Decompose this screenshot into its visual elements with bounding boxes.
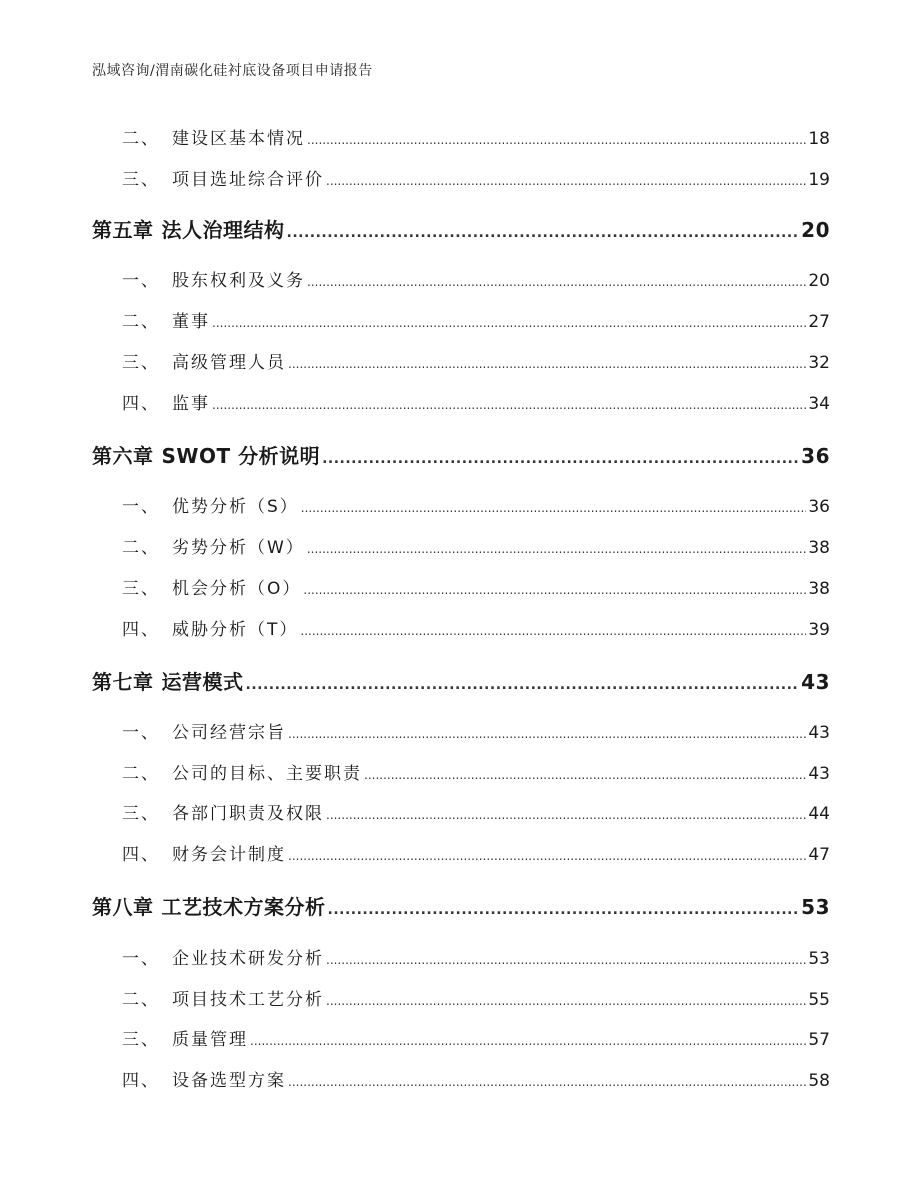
toc-entry-number: 三、 <box>122 804 160 824</box>
toc-entry-title: 优势分析（S） <box>172 497 299 517</box>
toc-section-entry[interactable] <box>92 718 830 743</box>
toc-section-entry[interactable] <box>92 348 830 373</box>
toc-entry-number: 三、 <box>122 170 160 190</box>
toc-entry-title: 项目选址综合评价 <box>172 170 324 190</box>
toc-leader-dots <box>288 849 806 863</box>
toc-entry-title: 各部门职责及权限 <box>172 804 324 824</box>
toc-entry-number: 二、 <box>122 538 160 558</box>
toc-chapter-entry[interactable] <box>92 666 830 695</box>
toc-page-number: 43 <box>801 670 830 694</box>
toc-page-number: 20 <box>801 218 830 242</box>
toc-entry-title: SWOT 分析说明 <box>161 444 321 468</box>
toc-page-number: 36 <box>808 497 830 517</box>
toc-leader-dots <box>303 583 806 597</box>
toc-entry-number: 二、 <box>122 764 160 784</box>
toc-entry-title: 董事 <box>172 312 210 332</box>
toc-leader-dots <box>288 357 806 371</box>
toc-entry-title: 项目技术工艺分析 <box>172 990 324 1010</box>
toc-entry-title: 设备选型方案 <box>172 1071 286 1091</box>
toc-page-number: 20 <box>808 271 830 291</box>
toc-page-number: 39 <box>808 620 830 640</box>
toc-section-entry[interactable] <box>92 944 830 969</box>
toc-entry-title: 机会分析（O） <box>172 579 302 599</box>
toc-entry-title: 监事 <box>172 394 210 414</box>
toc-page-number: 32 <box>808 353 830 373</box>
toc-entry-title: 建设区基本情况 <box>172 129 305 149</box>
toc-leader-dots <box>301 501 807 515</box>
toc-section-entry[interactable] <box>92 799 830 824</box>
toc-page-number: 19 <box>808 170 830 190</box>
toc-leader-dots <box>326 174 806 188</box>
toc-page-number: 55 <box>808 990 830 1010</box>
toc-page-number: 18 <box>808 129 830 149</box>
toc-page-number: 27 <box>808 312 830 332</box>
toc-leader-dots <box>328 902 800 918</box>
toc-entry-title: 威胁分析（T） <box>172 620 299 640</box>
toc-section-entry[interactable] <box>92 266 830 291</box>
toc-section-entry[interactable] <box>92 759 830 784</box>
toc-entry-number: 一、 <box>122 949 160 969</box>
toc-entry-number: 三、 <box>122 579 160 599</box>
toc-section-entry[interactable] <box>92 389 830 414</box>
toc-section-entry[interactable] <box>92 985 830 1010</box>
toc-entry-number: 四、 <box>122 620 160 640</box>
toc-page-number: 36 <box>801 444 830 468</box>
toc-entry-number: 一、 <box>122 271 160 291</box>
toc-page-number: 58 <box>808 1071 830 1091</box>
toc-leader-dots <box>326 808 806 822</box>
toc-entry-number: 四、 <box>122 845 160 865</box>
toc-page-number: 38 <box>808 538 830 558</box>
toc-entry-title: 质量管理 <box>172 1030 248 1050</box>
toc-entry-number: 二、 <box>122 990 160 1010</box>
toc-entry-number: 二、 <box>122 129 160 149</box>
toc-leader-dots <box>288 1075 806 1089</box>
toc-section-entry[interactable] <box>92 1066 830 1091</box>
toc-section-entry[interactable] <box>92 165 830 190</box>
toc-leader-dots <box>326 953 806 967</box>
toc-section-entry[interactable] <box>92 615 830 640</box>
toc-entry-number: 四、 <box>122 394 160 414</box>
toc-entry-title: 财务会计制度 <box>172 845 286 865</box>
toc-page-number: 47 <box>808 845 830 865</box>
toc-entry-title: 工艺技术方案分析 <box>161 895 326 919</box>
toc-page-number: 43 <box>808 723 830 743</box>
toc-leader-dots <box>307 542 807 556</box>
toc-page-number: 44 <box>808 804 830 824</box>
toc-entry-title: 高级管理人员 <box>172 353 286 373</box>
running-header: 泓域咨询/渭南碳化硅衬底设备项目申请报告 <box>92 63 373 79</box>
toc-entry-number: 四、 <box>122 1071 160 1091</box>
toc-entry-title: 公司的目标、主要职责 <box>172 764 362 784</box>
toc-chapter-entry[interactable] <box>92 891 830 920</box>
toc-section-entry[interactable] <box>92 533 830 558</box>
toc-entry-title: 股东权利及义务 <box>172 271 305 291</box>
toc-leader-dots <box>326 994 806 1008</box>
toc-leader-dots <box>250 1034 806 1048</box>
toc-entry-number: 第五章 <box>92 218 154 242</box>
toc-entry-number: 第六章 <box>92 444 154 468</box>
toc-entry-title: 公司经营宗旨 <box>172 723 286 743</box>
toc-section-entry[interactable] <box>92 574 830 599</box>
toc-entry-number: 三、 <box>122 353 160 373</box>
toc-chapter-entry[interactable] <box>92 214 830 243</box>
toc-section-entry[interactable] <box>92 124 830 149</box>
toc-leader-dots <box>322 451 799 467</box>
toc-page-number: 53 <box>801 895 830 919</box>
toc-entry-number: 第八章 <box>92 895 154 919</box>
toc-leader-dots <box>364 768 806 782</box>
toc-section-entry[interactable] <box>92 840 830 865</box>
toc-entry-number: 一、 <box>122 723 160 743</box>
toc-leader-dots <box>212 398 806 412</box>
toc-entry-title: 劣势分析（W） <box>172 538 305 558</box>
toc-entry-number: 二、 <box>122 312 160 332</box>
toc-entry-title: 运营模式 <box>161 670 244 694</box>
toc-page-number: 57 <box>808 1030 830 1050</box>
toc-page-number: 34 <box>808 394 830 414</box>
toc-page-number: 43 <box>808 764 830 784</box>
toc-entry-number: 第七章 <box>92 670 154 694</box>
toc-entry-number: 一、 <box>122 497 160 517</box>
toc-section-entry[interactable] <box>92 492 830 517</box>
toc-leader-dots <box>287 225 800 241</box>
toc-chapter-entry[interactable] <box>92 440 830 469</box>
toc-leader-dots <box>212 316 806 330</box>
toc-section-entry[interactable] <box>92 1025 830 1050</box>
toc-leader-dots <box>300 624 806 638</box>
toc-page-number: 38 <box>808 579 830 599</box>
toc-entry-number: 三、 <box>122 1030 160 1050</box>
toc-section-entry[interactable] <box>92 307 830 332</box>
toc-entry-title: 企业技术研发分析 <box>172 949 324 969</box>
toc-leader-dots <box>288 727 806 741</box>
toc-leader-dots <box>307 275 806 289</box>
toc-leader-dots <box>307 133 806 147</box>
toc-leader-dots <box>246 677 800 693</box>
toc-entry-title: 法人治理结构 <box>161 218 285 242</box>
toc-page-number: 53 <box>808 949 830 969</box>
